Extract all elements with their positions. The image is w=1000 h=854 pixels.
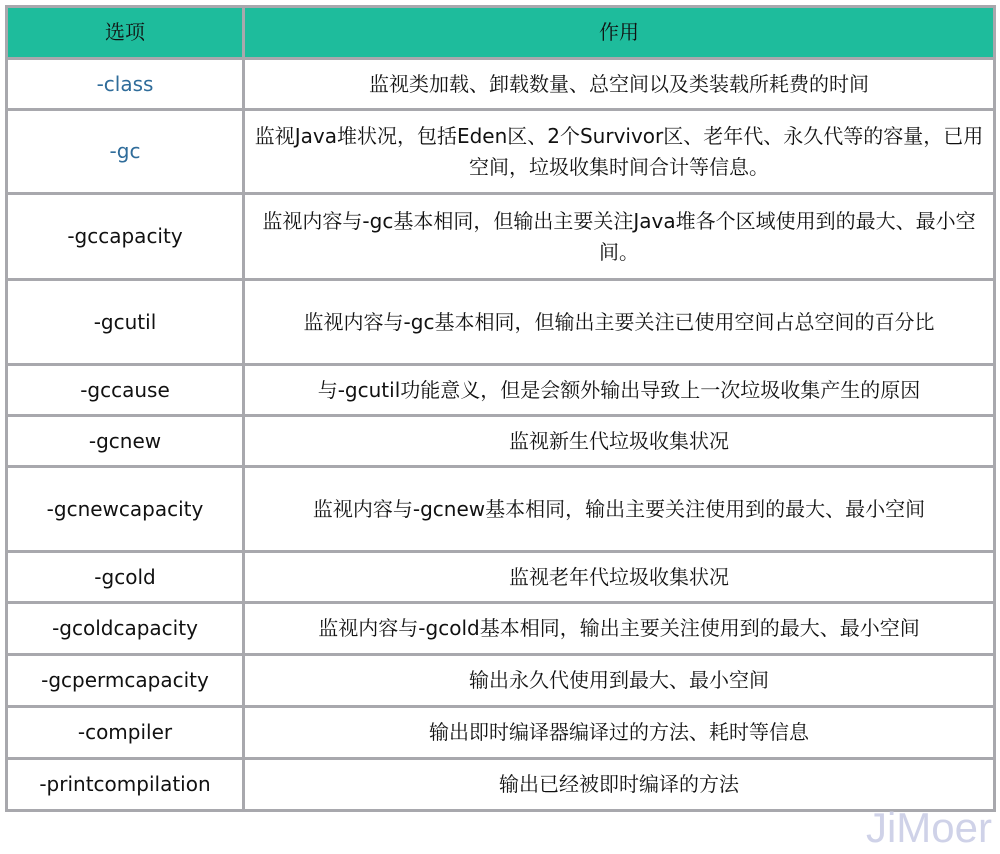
option-cell: -gcnewcapacity [7,467,244,552]
table-row [7,365,995,416]
option-cell: -gcpermcapacity [7,655,244,707]
option-cell: -gccapacity [7,194,244,280]
table-row [7,59,995,110]
table-row [7,759,995,811]
description-cell: 与-gcutil功能意义，但是会额外输出导致上一次垃圾收集产生的原因 [244,365,995,416]
table-row [7,194,995,280]
option-cell[interactable]: -class [7,59,244,110]
option-cell: -compiler [7,707,244,759]
description-cell: 监视内容与-gc基本相同，但输出主要关注Java堆各个区域使用到的最大、最小空间。 [244,194,995,280]
description-cell: 监视新生代垃圾收集状况 [244,416,995,467]
description-cell: 输出永久代使用到最大、最小空间 [244,655,995,707]
table-row [7,655,995,707]
watermark: JiMoer [865,804,992,851]
description-cell: 监视Java堆状况，包括Eden区、2个Survivor区、老年代、永久代等的容量，已用空间，垃圾收集时间合计等信息。 [244,110,995,194]
header-purpose: 作用 [244,7,995,59]
description-cell: 监视类加载、卸载数量、总空间以及类装载所耗费的时间 [244,59,995,110]
description-cell: 监视内容与-gcold基本相同，输出主要关注使用到的最大、最小空间 [244,603,995,655]
description-cell: 输出即时编译器编译过的方法、耗时等信息 [244,707,995,759]
option-cell: -gccause [7,365,244,416]
option-cell: -gcoldcapacity [7,603,244,655]
table-row [7,603,995,655]
description-cell: 监视老年代垃圾收集状况 [244,552,995,603]
table-row [7,467,995,552]
option-cell: -gcutil [7,280,244,365]
jstat-options-table [5,5,996,812]
table-header-row [7,7,995,59]
description-cell: 监视内容与-gcnew基本相同，输出主要关注使用到的最大、最小空间 [244,467,995,552]
table-row [7,707,995,759]
table-row [7,552,995,603]
description-cell: 监视内容与-gc基本相同，但输出主要关注已使用空间占总空间的百分比 [244,280,995,365]
option-cell[interactable]: -gc [7,110,244,194]
option-cell: -printcompilation [7,759,244,811]
option-cell: -gcnew [7,416,244,467]
table-row [7,280,995,365]
option-cell: -gcold [7,552,244,603]
table-row [7,110,995,194]
table-row [7,416,995,467]
header-option: 选项 [7,7,244,59]
description-cell: 输出已经被即时编译的方法 [244,759,995,811]
